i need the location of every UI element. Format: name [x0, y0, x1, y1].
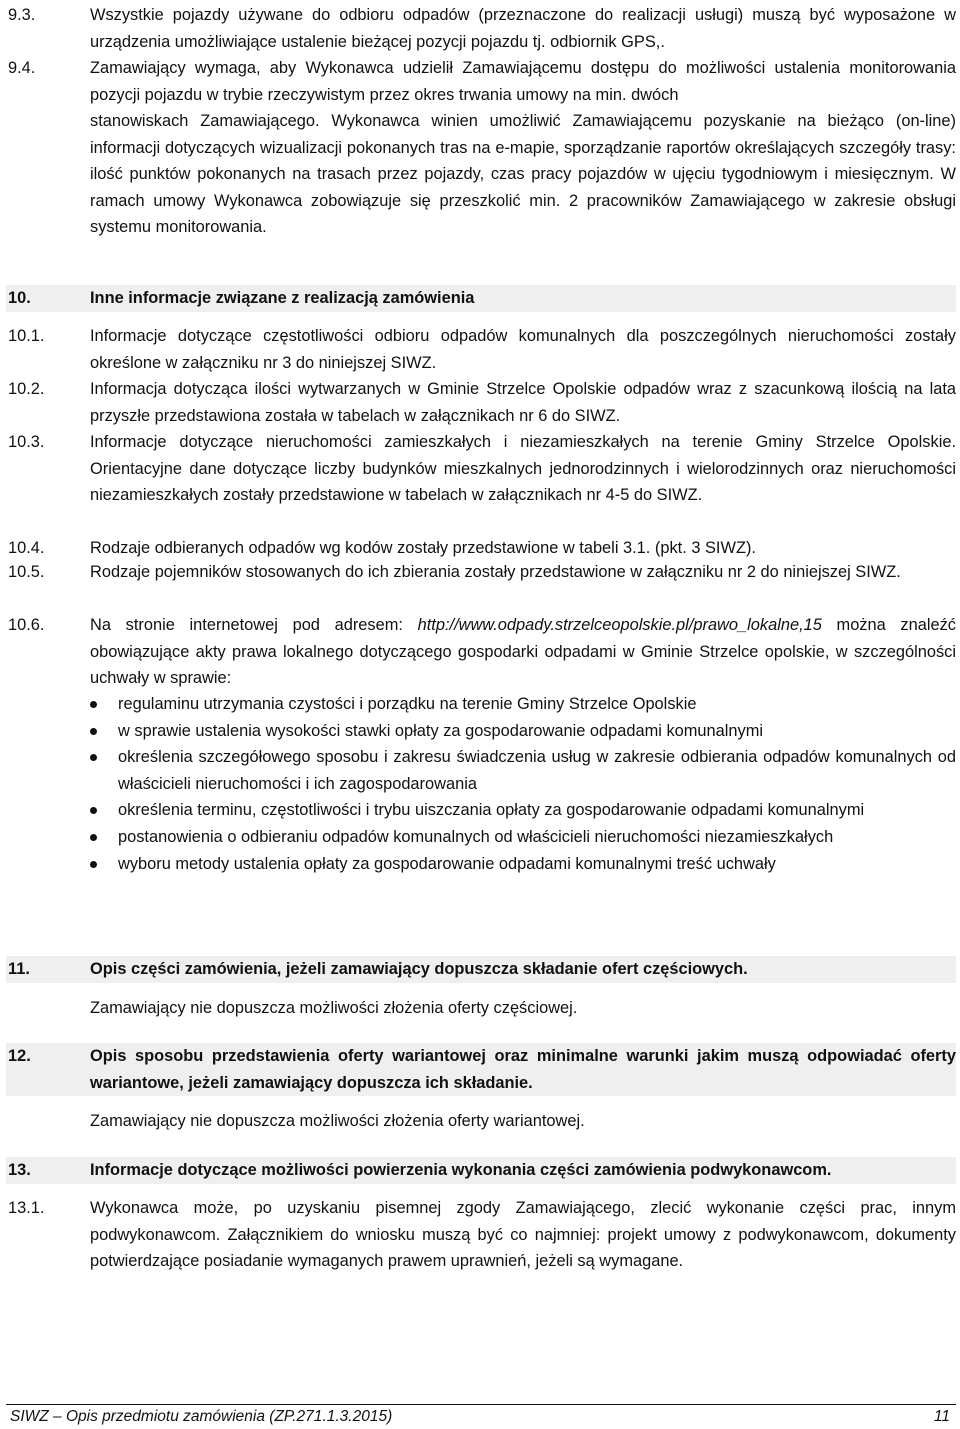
- section-number: 13.: [8, 1161, 31, 1179]
- list-item-text: w sprawie ustalenia wysokości stawki opłaty za gospodarowanie odpadami komunalnymi: [118, 721, 764, 740]
- bullet-icon: [90, 754, 97, 761]
- footer-document-title: SIWZ – Opis przedmiotu zamówienia (ZP.271.1.3.2015): [10, 1408, 393, 1425]
- paragraph-number: 10.6.: [8, 616, 45, 634]
- paragraph-number: 10.5.: [8, 563, 45, 581]
- paragraph-text: Informacja dotycząca ilości wytwarzanych w Gminie Strzelce Opolskie odpadów wraz z szacunkową ilością na lata przyszłe przedstawiona została w tabelach w załącznikach nr 6 do SIWZ.: [90, 380, 956, 425]
- paragraph-10-6: [8, 612, 956, 692]
- paragraph-10-2: [8, 376, 956, 429]
- paragraph-text: Zamawiający wymaga, aby Wykonawca udzielił Zamawiającemu dostępu do możliwości ustalenia monitorowania pozycji pojazdu w trybie rzeczywistym przez okres trwania umowy na min. dwóch: [90, 59, 956, 104]
- page-footer: [6, 1404, 956, 1427]
- paragraph-10-1: [8, 323, 956, 376]
- paragraph-text: stanowiskach Zamawiającego. Wykonawca winien umożliwić Zamawiającemu pozyskanie na bieżąco (on-line) informacji dotyczących wizualizacji pokonanych tras na e-mapie, sporządzanie raportów określających szczegóły trasy: ilość punktów pokonanych na trasach przez pojazdy, czas pracy pojazdów w ujęciu tygodniowym i miesięcznym. W ramach umowy Wykonawca zobowiązuje się przeszkolić min. 2 pracowników Zamawiającego w zakresie obsługi systemu monitorowania.: [90, 112, 956, 237]
- section-number: 12.: [8, 1047, 31, 1065]
- paragraph-text: Wszystkie pojazdy używane do odbioru odpadów (przeznaczone do realizacji usługi) muszą być wyposażone w urządzenia umożliwiające ustalenie bieżącej pozycji pojazdu tj. odbiornik GPS,.: [90, 6, 956, 51]
- list-item: [90, 718, 956, 745]
- paragraph-9-4: [8, 55, 956, 108]
- list-item: [90, 744, 956, 797]
- paragraph-13-1: [8, 1195, 956, 1275]
- paragraph-text-after: można znaleźć obowiązujące akty prawa lokalnego dotyczącego gospodarki odpadami w Gminie Strzelce opolskie, w szczególności uchwały w sprawie:: [90, 616, 956, 688]
- paragraph-text: Rodzaje pojemników stosowanych do ich zbierania zostały przedstawione w załączniku nr 2 do niniejszej SIWZ.: [90, 563, 901, 581]
- bullet-icon: [90, 834, 97, 841]
- section-title: Opis sposobu przedstawienia oferty wariantowej oraz minimalne warunki jakim muszą odpowiadać oferty wariantowe, jeżeli zamawiający dopuszcza ich składanie.: [90, 1047, 956, 1092]
- list-item-text: określenia terminu, częstotliwości i trybu uiszczania opłaty za gospodarowanie odpadami komunalnymi: [118, 801, 865, 820]
- list-item-text: wyboru metody ustalenia opłaty za gospodarowanie odpadami komunalnymi treść uchwały: [118, 854, 776, 873]
- paragraph-9-4-continued: [90, 108, 956, 241]
- section-heading-10: [6, 285, 956, 312]
- paragraph-number: 10.1.: [8, 327, 45, 345]
- footer-page-number: 11: [933, 1408, 950, 1425]
- bullet-icon: [90, 807, 97, 814]
- paragraph-number: 10.4.: [8, 539, 45, 557]
- list-item: [90, 797, 956, 824]
- paragraph-number: 9.4.: [8, 59, 36, 77]
- list-item-text: regulaminu utrzymania czystości i porządku na terenie Gminy Strzelce Opolskie: [118, 695, 697, 713]
- paragraph-number: 9.3.: [8, 6, 36, 24]
- paragraph-text: [90, 612, 956, 692]
- paragraph-9-3: [8, 2, 956, 55]
- paragraph-10-3: [8, 429, 956, 509]
- paragraph-text: Rodzaje odbieranych odpadów wg kodów zostały przedstawione w tabeli 3.1. (pkt. 3 SIWZ).: [90, 539, 756, 557]
- paragraph-number: 10.2.: [8, 380, 45, 398]
- bullet-icon: [90, 861, 97, 868]
- section-title: Inne informacje związane z realizacją zamówienia: [90, 289, 475, 307]
- section-12-statement: Zamawiający nie dopuszcza możliwości złożenia oferty wariantowej.: [90, 1112, 585, 1130]
- paragraph-10-4: [8, 535, 956, 562]
- list-item: [90, 691, 956, 718]
- paragraph-number: 13.1.: [8, 1199, 45, 1217]
- section-11-statement: Zamawiający nie dopuszcza możliwości złożenia oferty częściowej.: [90, 999, 578, 1017]
- list-item-text: określenia szczegółowego sposobu i zakresu świadczenia usług w zakresie odbierania odpadów komunalnych od właścicieli nieruchomości i ich zagospodarowania: [118, 748, 956, 793]
- list-item: [90, 851, 956, 878]
- paragraph-text-before: Na stronie internetowej pod adresem:: [90, 616, 418, 634]
- bullet-icon: [90, 728, 97, 735]
- section-title: Informacje dotyczące możliwości powierzenia wykonania części zamówienia podwykonawcom.: [90, 1161, 832, 1179]
- resolutions-list: [90, 691, 956, 877]
- paragraph-text: Wykonawca może, po uzyskaniu pisemnej zgody Zamawiającego, zlecić wykonanie części prac, innym podwykonawcom. Załącznikiem do wniosku muszą być co najmniej: projekt umowy z podwykonawcom, dokumenty potwierdzające posiadanie wymaganych prawem uprawnień, jeżeli są wymagane.: [90, 1199, 956, 1271]
- section-title: Opis części zamówienia, jeżeli zamawiający dopuszcza składanie ofert częściowych.: [90, 960, 748, 978]
- local-law-link[interactable]: http://www.odpady.strzelceopolskie.pl/prawo_lokalne,15: [417, 616, 822, 634]
- section-number: 10.: [8, 289, 31, 307]
- paragraph-text: Informacje dotyczące częstotliwości odbioru odpadów komunalnych dla poszczególnych nieruchomości zostały określone w załączniku nr 3 do niniejszej SIWZ.: [90, 327, 956, 372]
- list-item: [90, 824, 956, 851]
- paragraph-number: 10.3.: [8, 433, 45, 451]
- section-heading-11: [6, 956, 956, 983]
- section-number: 11.: [8, 960, 30, 978]
- paragraph-text: Informacje dotyczące nieruchomości zamieszkałych i niezamieszkałych na terenie Gminy Strzelce Opolskie. Orientacyjne dane dotyczące liczby budynków mieszkalnych jednorodzinnych i wielorodzinnych oraz nieruchomości niezamieszkałych zostały przedstawione w tabelach w załącznikach nr 4-5 do SIWZ.: [90, 433, 956, 505]
- list-item-text: postanowienia o odbieraniu odpadów komunalnych od właścicieli nieruchomości niezamieszkałych: [118, 827, 834, 846]
- section-heading-12: [6, 1043, 956, 1096]
- bullet-icon: [90, 701, 97, 708]
- paragraph-10-5: [8, 559, 956, 586]
- section-heading-13: [6, 1157, 956, 1184]
